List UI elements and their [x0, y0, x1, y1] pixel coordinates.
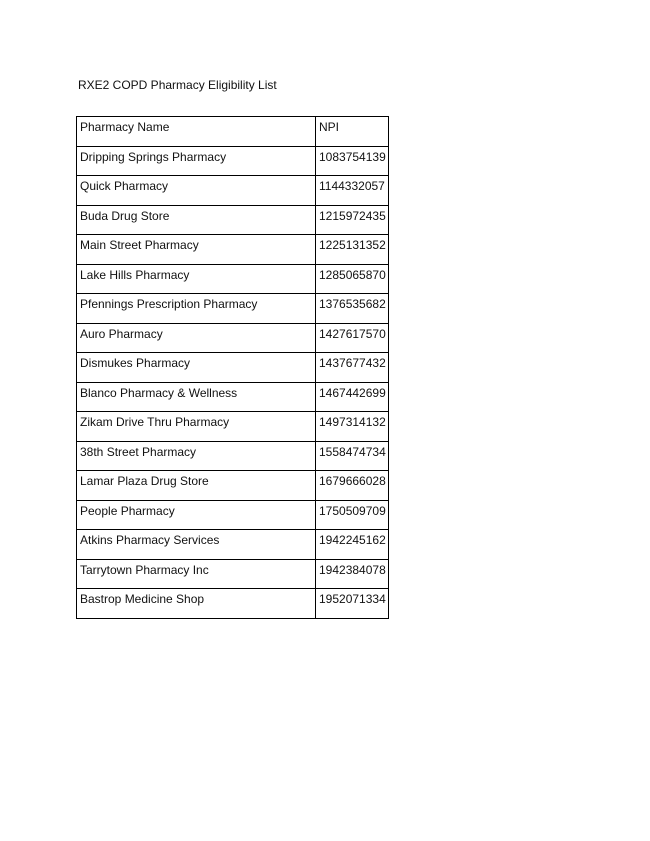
pharmacy-table	[76, 116, 389, 619]
pharmacy-name-cell: Dripping Springs Pharmacy	[77, 146, 316, 176]
npi-cell: 1376535682	[316, 294, 389, 324]
npi-cell: 1558474734	[316, 441, 389, 471]
table-row	[77, 559, 389, 589]
pharmacy-name-cell: Dismukes Pharmacy	[77, 353, 316, 383]
pharmacy-name-cell: Lake Hills Pharmacy	[77, 264, 316, 294]
npi-cell: 1952071334	[316, 589, 389, 619]
npi-cell: 1437677432	[316, 353, 389, 383]
table-row	[77, 176, 389, 206]
table-row	[77, 471, 389, 501]
table-row	[77, 146, 389, 176]
npi-cell: 1467442699	[316, 382, 389, 412]
pharmacy-name-cell: Zikam Drive Thru Pharmacy	[77, 412, 316, 442]
npi-cell: 1750509709	[316, 500, 389, 530]
pharmacy-name-cell: People Pharmacy	[77, 500, 316, 530]
npi-cell: 1215972435	[316, 205, 389, 235]
npi-cell: 1285065870	[316, 264, 389, 294]
table-row	[77, 353, 389, 383]
npi-cell: 1427617570	[316, 323, 389, 353]
table-row	[77, 323, 389, 353]
table-row	[77, 264, 389, 294]
pharmacy-name-cell: Pfennings Prescription Pharmacy	[77, 294, 316, 324]
npi-cell: 1144332057	[316, 176, 389, 206]
column-header-pharmacy-name: Pharmacy Name	[77, 117, 316, 147]
npi-cell: 1942384078	[316, 559, 389, 589]
npi-cell: 1679666028	[316, 471, 389, 501]
npi-cell: 1225131352	[316, 235, 389, 265]
column-header-npi: NPI	[316, 117, 389, 147]
pharmacy-name-cell: Quick Pharmacy	[77, 176, 316, 206]
table-row	[77, 412, 389, 442]
npi-cell: 1942245162	[316, 530, 389, 560]
npi-cell: 1497314132	[316, 412, 389, 442]
pharmacy-name-cell: Atkins Pharmacy Services	[77, 530, 316, 560]
pharmacy-name-cell: Tarrytown Pharmacy Inc	[77, 559, 316, 589]
table-row	[77, 382, 389, 412]
pharmacy-name-cell: 38th Street Pharmacy	[77, 441, 316, 471]
pharmacy-name-cell: Bastrop Medicine Shop	[77, 589, 316, 619]
pharmacy-name-cell: Lamar Plaza Drug Store	[77, 471, 316, 501]
npi-cell: 1083754139	[316, 146, 389, 176]
table-row	[77, 500, 389, 530]
pharmacy-name-cell: Main Street Pharmacy	[77, 235, 316, 265]
table-row	[77, 235, 389, 265]
table-row	[77, 205, 389, 235]
table-header-row	[77, 117, 389, 147]
table-row	[77, 589, 389, 619]
table-row	[77, 294, 389, 324]
table-row	[77, 441, 389, 471]
pharmacy-name-cell: Blanco Pharmacy & Wellness	[77, 382, 316, 412]
pharmacy-name-cell: Buda Drug Store	[77, 205, 316, 235]
table-row	[77, 530, 389, 560]
document-title: RXE2 COPD Pharmacy Eligibility List	[78, 78, 277, 92]
pharmacy-name-cell: Auro Pharmacy	[77, 323, 316, 353]
